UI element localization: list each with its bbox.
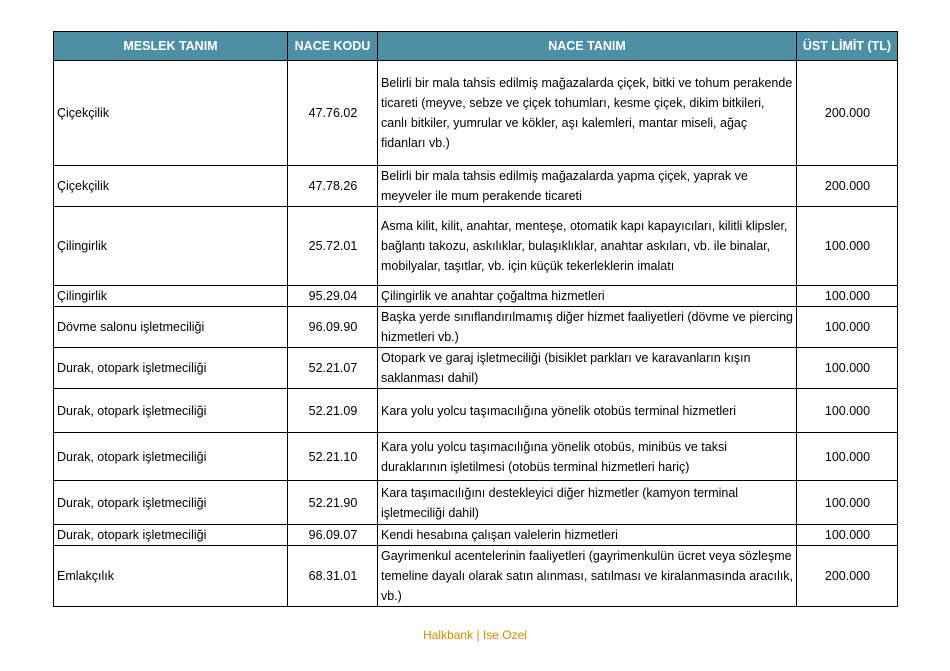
upper-limit-cell: 100.000	[797, 389, 898, 433]
meslek-cell: Çilingirlik	[54, 286, 288, 307]
table-row	[54, 166, 898, 207]
nace-code-cell: 52.21.09	[288, 389, 378, 433]
nace-code-cell: 47.76.02	[288, 61, 378, 166]
table-row	[54, 525, 898, 546]
upper-limit-cell: 200.000	[797, 546, 898, 607]
meslek-cell: Emlakçılık	[54, 546, 288, 607]
nace-code-cell: 68.31.01	[288, 546, 378, 607]
meslek-cell: Durak, otopark işletmeciliği	[54, 389, 288, 433]
nace-description-cell: Belirli bir mala tahsis edilmiş mağazalarda yapma çiçek, yaprak ve meyveler ile mum perakende ticareti	[378, 166, 797, 207]
nace-description-cell: Kendi hesabına çalışan valelerin hizmetleri	[378, 525, 797, 546]
table-row	[54, 207, 898, 286]
meslek-cell: Durak, otopark işletmeciliği	[54, 481, 288, 525]
table-header-row	[54, 32, 898, 61]
table-row	[54, 389, 898, 433]
table-row	[54, 433, 898, 481]
header-nace-kodu: NACE KODU	[288, 32, 378, 61]
table-row	[54, 481, 898, 525]
meslek-cell: Durak, otopark işletmeciliği	[54, 433, 288, 481]
nace-description-cell: Otopark ve garaj işletmeciliği (bisiklet parkları ve karavanların kışın saklanması dahil)	[378, 348, 797, 389]
nace-description-cell: Kara yolu yolcu taşımacılığına yönelik otobüs terminal hizmetleri	[378, 389, 797, 433]
nace-code-cell: 96.09.90	[288, 307, 378, 348]
nace-code-cell: 52.21.90	[288, 481, 378, 525]
nace-description-cell: Kara yolu yolcu taşımacılığına yönelik otobüs, minibüs ve taksi duraklarının işletilmesi (otobüs terminal hizmetleri hariç)	[378, 433, 797, 481]
upper-limit-cell: 200.000	[797, 61, 898, 166]
upper-limit-cell: 100.000	[797, 481, 898, 525]
upper-limit-cell: 100.000	[797, 525, 898, 546]
meslek-cell: Dövme salonu işletmeciliği	[54, 307, 288, 348]
header-ust-limit: ÜST LİMİT (TL)	[797, 32, 898, 61]
meslek-cell: Çilingirlik	[54, 207, 288, 286]
header-nace-tanim: NACE TANIM	[378, 32, 797, 61]
nace-description-cell: Gayrimenkul acentelerinin faaliyetleri (gayrimenkulün ücret veya sözleşme temeline dayalı olarak satın alınması, satılması ve kiralanmasında aracılık, vb.)	[378, 546, 797, 607]
nace-code-cell: 95.29.04	[288, 286, 378, 307]
nace-description-cell: Asma kilit, kilit, anahtar, menteşe, otomatik kapı kapayıcıları, kilitli klipsler, bağlantı takozu, askılıklar, bulaşıklıklar, anahtar askıları, vb. ile binalar, mobilyalar, taşıtlar, vb. için küçük tekerleklerin imalatı	[378, 207, 797, 286]
meslek-cell: Durak, otopark işletmeciliği	[54, 525, 288, 546]
meslek-cell: Durak, otopark işletmeciliği	[54, 348, 288, 389]
upper-limit-cell: 100.000	[797, 207, 898, 286]
nace-code-cell: 52.21.07	[288, 348, 378, 389]
nace-description-cell: Kara taşımacılığını destekleyici diğer hizmetler (kamyon terminal işletmeciliği dahil)	[378, 481, 797, 525]
upper-limit-cell: 100.000	[797, 433, 898, 481]
nace-description-cell: Belirli bir mala tahsis edilmiş mağazalarda çiçek, bitki ve tohum perakende ticareti (meyve, sebze ve çiçek tohumları, kesme çiçek, dikim bitkileri, canlı bitkiler, yumrular ve kökler, aşı kalemleri, mantar miseli, ağaç fidanları vb.)	[378, 61, 797, 166]
table-row	[54, 307, 898, 348]
upper-limit-cell: 100.000	[797, 307, 898, 348]
nace-code-cell: 52.21.10	[288, 433, 378, 481]
nace-description-cell: Başka yerde sınıflandırılmamış diğer hizmet faaliyetleri (dövme ve piercing hizmetleri vb.)	[378, 307, 797, 348]
nace-table	[53, 31, 898, 607]
table-row	[54, 348, 898, 389]
header-meslek-tanim: MESLEK TANIM	[54, 32, 288, 61]
nace-code-cell: 96.09.07	[288, 525, 378, 546]
footer-classification: Halkbank | Ise Ozel	[423, 628, 527, 642]
nace-description-cell: Çilingirlik ve anahtar çoğaltma hizmetleri	[378, 286, 797, 307]
upper-limit-cell: 100.000	[797, 286, 898, 307]
meslek-cell: Çiçekçilik	[54, 61, 288, 166]
upper-limit-cell: 200.000	[797, 166, 898, 207]
nace-code-cell: 25.72.01	[288, 207, 378, 286]
upper-limit-cell: 100.000	[797, 348, 898, 389]
table-row	[54, 546, 898, 607]
meslek-cell: Çiçekçilik	[54, 166, 288, 207]
table-row	[54, 286, 898, 307]
nace-code-cell: 47.78.26	[288, 166, 378, 207]
table-row	[54, 61, 898, 166]
